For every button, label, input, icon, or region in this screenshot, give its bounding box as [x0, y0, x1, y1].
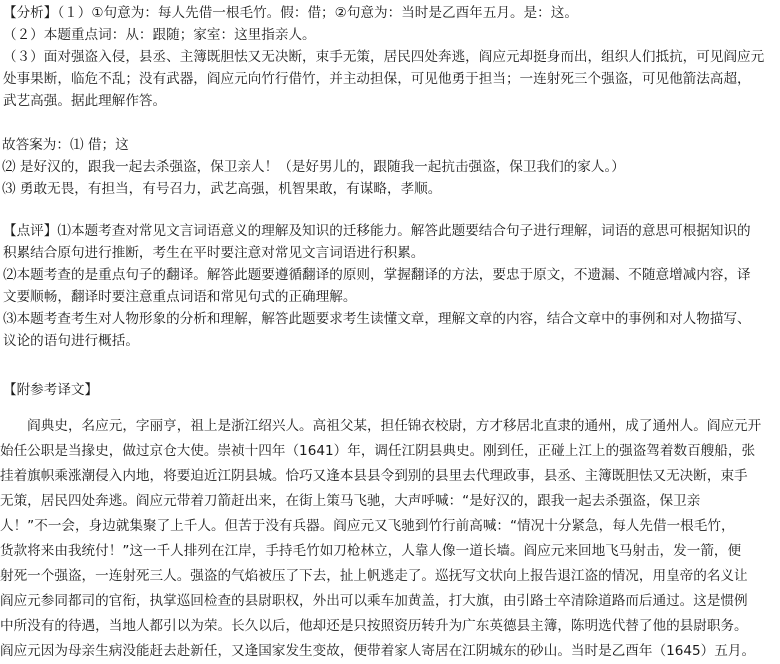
translation-line: 射死一个强盗，一连射死三人。强盗的气焰被压了下去，扯上帆逃走了。巡抚写文状向上报告退江盗的情况，用皇帝的名义让	[0, 568, 748, 584]
comment-line: 议论的语句进行概括。	[3, 333, 139, 349]
analysis-line: 处事果断，临危不乱；没有武器，阎应元向竹行借竹，并主动担保，可见他勇于担当；一连射死三个强盗，可见他箭法高超，	[3, 71, 751, 87]
translation-line: 始任公职是当掾史，做过京仓大使。崇祯十四年（1641）年，调任江阴县典史。刚到任，正碰上江上的强盗驾着数百艘船，张	[0, 443, 756, 459]
translation-line: 阎应元参同都司的官衔，执掌巡回检查的县尉职权，外出可以乘车加黄盖，打大旗，由引路士卒清除道路而后通过。这是惯例	[0, 593, 748, 609]
reference-heading-block	[0, 379, 780, 401]
answer-line: ⑵ 是好汉的，跟我一起去杀强盗，保卫亲人！（是好男儿的，跟随我一起抗击强盗，保卫我们的家人。）	[2, 159, 625, 175]
answer-line: 故答案为：⑴ 借；这	[2, 137, 129, 153]
translation-line: 挂着旗帜乘涨潮侵入内地，将要迫近江阴县城。恰巧又逢本县县令到别的县里去代理政事，县丞、主簿既胆怯又无决断，束手	[0, 468, 748, 484]
comment-line: 文要顺畅，翻译时要注意重点词语和常见句式的正确理解。	[3, 289, 357, 305]
comment-section	[0, 220, 780, 352]
comment-line: ⑵本题考查的是重点句子的翻译。解答此题要遵循翻译的原则，掌握翻译的方法，要忠于原文，不遗漏、不随意增减内容，译	[3, 267, 751, 283]
translation-line: 阎应元因为母亲生病没能赶去赴新任，又逢国家发生变故，便带着家人寄居在江阴城东的砂山。当时是乙酉年（1645）五月。	[0, 643, 756, 659]
comment-line: ⑶本题考查考生对人物形象的分析和理解，解答此题要求考生读懂文章，理解文章的内容，结合文章中的事例和对人物描写、	[3, 311, 751, 327]
translation-line: 无策，居民四处奔逃。阎应元带着刀箭赶出来，在街上策马飞驰，大声呼喊：“是好汉的，跟我一起去杀强盗，保卫亲	[0, 493, 701, 509]
analysis-line: 【分析】（１）①句意为：每人先借一根毛竹。假：借；②句意为：当时是乙酉年五月。是：这。	[3, 5, 578, 21]
translation-line: 中所没有的待遇，当地人都引以为荣。长久以后，他却还是只按照资历转升为广东英德县主簿，陈明选代替了他的县尉职务。	[0, 618, 748, 634]
translation-line: 阎典史，名应元，字丽亨，祖上是浙江绍兴人。高祖父某，担任锦衣校尉，方才移居北直隶的通州，成了通州人。阎应元开	[0, 418, 762, 434]
comment-line: 积累结合原句进行推断，考生在平时要注意对常见文言词语进行积累。	[3, 245, 425, 261]
answer-line: ⑶ 勇敢无畏，有担当，有号召力，武艺高强，机智果敢，有谋略，孝顺。	[2, 181, 442, 197]
comment-line: 【点评】⑴本题考查对常见文言词语意义的理解及知识的迁移能力。解答此题要结合句子进行理解，词语的意思可根据知识的	[3, 223, 751, 239]
answer-section	[0, 134, 780, 200]
analysis-section	[0, 2, 780, 112]
translation-line: 人！”不一会，身边就集聚了上千人。但苦于没有兵器。阎应元又飞驰到竹行前高喊：“情况十分紧急，每人先借一根毛竹，	[0, 518, 735, 534]
analysis-line: 武艺高强。据此理解作答。	[3, 93, 167, 109]
reference-heading: 【附参考译文】	[3, 382, 99, 398]
reference-translation	[0, 414, 780, 664]
analysis-line: （３）面对强盗入侵，县丞、主簿既胆怯又无决断，束手无策，居民四处奔逃，阎应元却挺身而出，组织人们抵抗，可见阎应元	[3, 49, 765, 65]
analysis-line: （２）本题重点词：从：跟随；家室：这里指亲人。	[3, 27, 316, 43]
translation-line: 货款将来由我统付！”这一千人排列在江岸，手持毛竹如刀枪林立，人靠人像一道长墙。阎应元来回地飞马射击，发一箭，便	[0, 543, 742, 559]
